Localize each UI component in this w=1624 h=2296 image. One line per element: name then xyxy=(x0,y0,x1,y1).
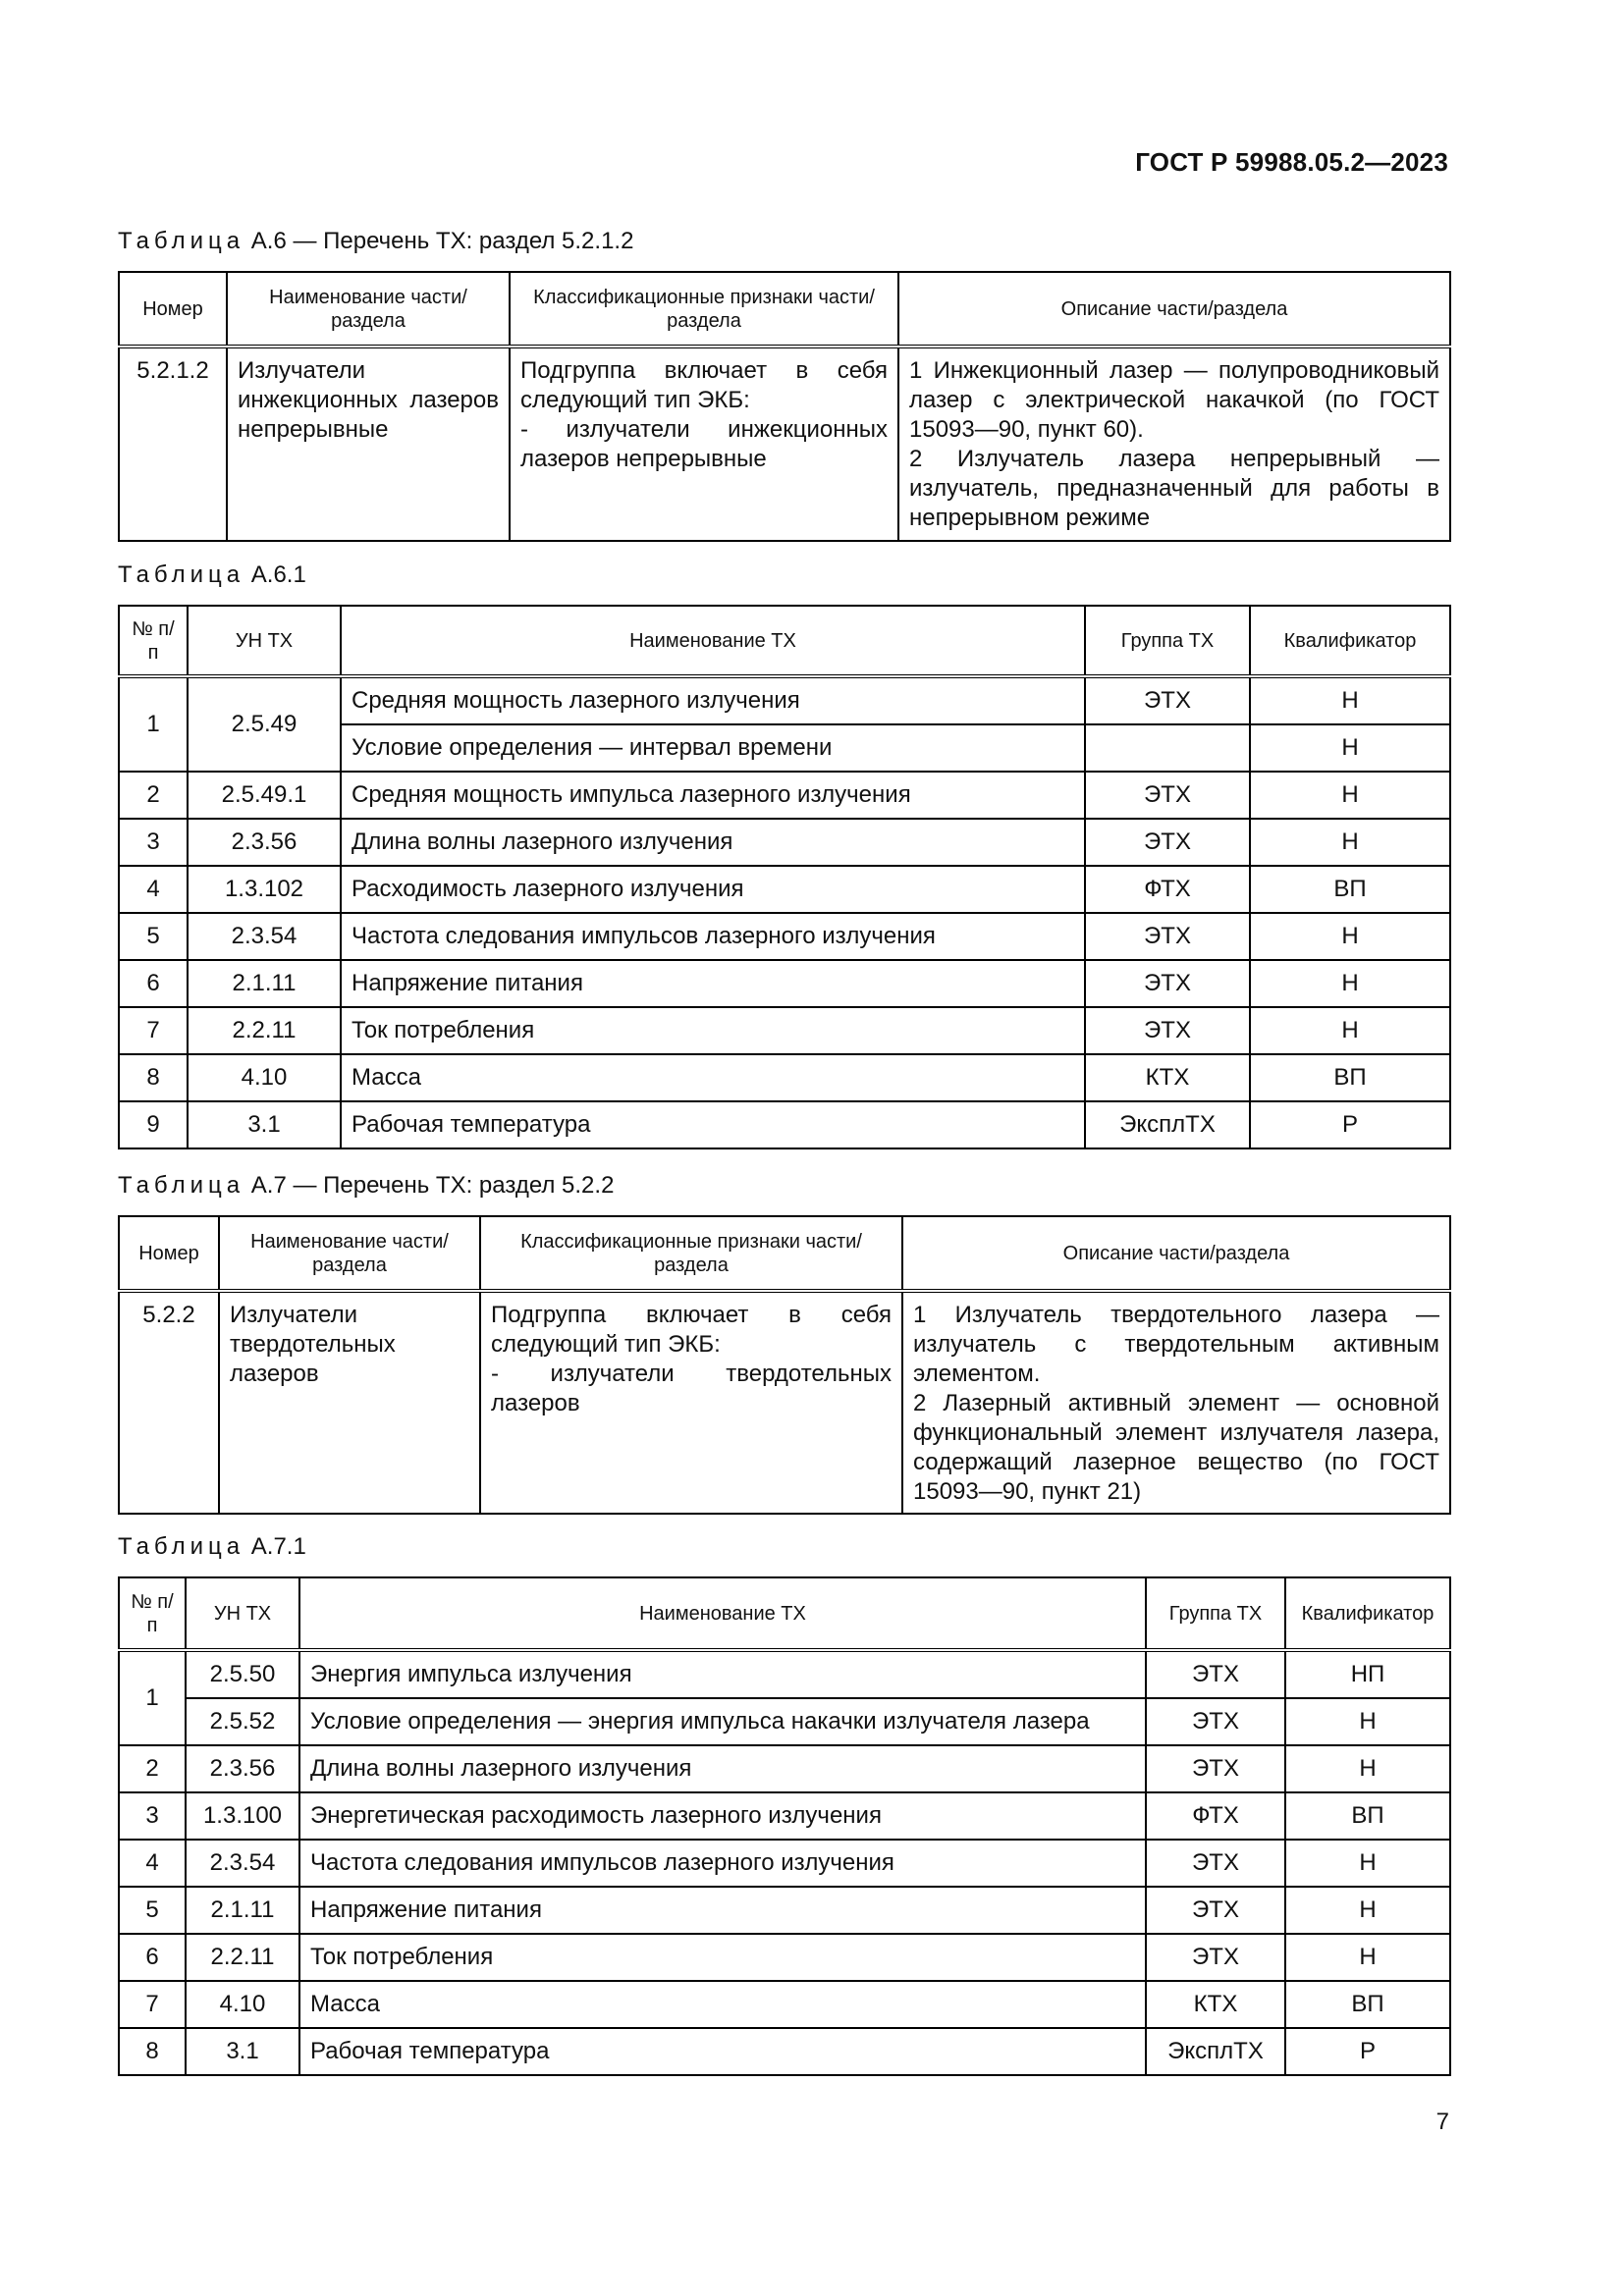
cell-qualifier: Н xyxy=(1250,1007,1450,1054)
cell-code: 4.10 xyxy=(188,1054,341,1101)
cell-name: Расходимость лазерного излучения xyxy=(341,866,1085,913)
header-description: Описание части/раздела xyxy=(902,1216,1450,1291)
cell-code: 3.1 xyxy=(186,2028,299,2075)
cell-group: ЭксплТХ xyxy=(1085,1101,1250,1148)
table-row xyxy=(119,1650,1450,1698)
cell-name: Средняя мощность лазерного излучения xyxy=(341,676,1085,724)
cell-code: 2.5.52 xyxy=(186,1698,299,1745)
cell-qualifier: ВП xyxy=(1285,1792,1450,1840)
cell-code: 4.10 xyxy=(186,1981,299,2028)
cell-qualifier: Н xyxy=(1250,913,1450,960)
cell-row-number: 7 xyxy=(119,1981,186,2028)
cell-classification xyxy=(510,347,898,541)
table-row xyxy=(119,913,1450,960)
cell-group: ЭТХ xyxy=(1146,1840,1285,1887)
cell-row-number: 6 xyxy=(119,960,188,1007)
cell-group: ЭТХ xyxy=(1146,1698,1285,1745)
header-name: Наименование ТХ xyxy=(299,1577,1146,1650)
cell-code: 2.1.11 xyxy=(186,1887,299,1934)
cell-group: ФТХ xyxy=(1146,1792,1285,1840)
table-a71 xyxy=(118,1576,1451,2076)
header-row-number: № п/п xyxy=(119,1577,186,1650)
cell-name: Рабочая температура xyxy=(341,1101,1085,1148)
classification-line: - излучатели инжекционных лазеров непрерывные xyxy=(520,416,888,472)
cell-qualifier: Н xyxy=(1285,1934,1450,1981)
cell-name: Длина волны лазерного излучения xyxy=(341,819,1085,866)
caption-word: Таблица xyxy=(118,1533,245,1560)
table-row xyxy=(119,2028,1450,2075)
classification-line: Подгруппа включает в себя следующий тип ЭКБ: xyxy=(491,1302,892,1358)
cell-description xyxy=(902,1291,1450,1514)
cell-code: 2.5.49.1 xyxy=(188,772,341,819)
cell-row-number: 3 xyxy=(119,1792,186,1840)
cell-group: ЭТХ xyxy=(1146,1887,1285,1934)
caption-text: А.6 — Перечень ТХ: раздел 5.2.1.2 xyxy=(244,228,634,254)
table-row xyxy=(119,819,1450,866)
cell-qualifier: ВП xyxy=(1250,1054,1450,1101)
cell-qualifier: ВП xyxy=(1250,866,1450,913)
cell-code: 2.2.11 xyxy=(188,1007,341,1054)
classification-line: - излучатели твердотельных лазеров xyxy=(491,1361,892,1416)
description-line: 2 Лазерный активный элемент — основной функциональный элемент излучателя лазера, содержащий лазерное вещество (по ГОСТ 15093—90, пункт 21) xyxy=(913,1390,1439,1505)
cell-row-number: 8 xyxy=(119,1054,188,1101)
cell-group: ЭТХ xyxy=(1146,1745,1285,1792)
cell-name: Условие определения — интервал времени xyxy=(341,724,1085,772)
cell-qualifier: Н xyxy=(1250,676,1450,724)
table-row xyxy=(119,1934,1450,1981)
header-name: Наименование ТХ xyxy=(341,606,1085,676)
table-row xyxy=(119,1101,1450,1148)
caption-word: Таблица xyxy=(118,228,245,254)
cell-qualifier: Н xyxy=(1285,1698,1450,1745)
cell-name: Энергетическая расходимость лазерного излучения xyxy=(299,1792,1146,1840)
description-line: 1 Излучатель твердотельного лазера — излучатель с твердотельным активным элементом. xyxy=(913,1302,1439,1387)
caption-word: Таблица xyxy=(118,1172,245,1199)
table-a61-caption xyxy=(118,561,306,589)
header-classification: Классификационные признаки части/раздела xyxy=(480,1216,902,1291)
cell-code: 2.3.54 xyxy=(188,913,341,960)
table-row xyxy=(119,1745,1450,1792)
table-a71-caption xyxy=(118,1533,306,1561)
standard-designation: ГОСТ Р 59988.05.2—2023 xyxy=(1135,147,1448,177)
cell-number: 5.2.1.2 xyxy=(119,347,227,541)
cell-group: ЭТХ xyxy=(1085,772,1250,819)
cell-name: Длина волны лазерного излучения xyxy=(299,1745,1146,1792)
table-row xyxy=(119,866,1450,913)
header-part-name: Наименование части/раздела xyxy=(227,272,510,347)
cell-group: ЭксплТХ xyxy=(1146,2028,1285,2075)
header-row-number: № п/п xyxy=(119,606,188,676)
cell-name: Напряжение питания xyxy=(341,960,1085,1007)
cell-name: Масса xyxy=(299,1981,1146,2028)
cell-qualifier: Н xyxy=(1250,819,1450,866)
cell-group: ЭТХ xyxy=(1085,819,1250,866)
caption-text: А.7.1 xyxy=(244,1533,306,1560)
table-row xyxy=(119,1981,1450,2028)
cell-row-number: 4 xyxy=(119,866,188,913)
table-row xyxy=(119,1291,1450,1514)
table-row xyxy=(119,1887,1450,1934)
cell-code: 3.1 xyxy=(188,1101,341,1148)
cell-row-number: 2 xyxy=(119,772,188,819)
classification-line: Подгруппа включает в себя следующий тип ЭКБ: xyxy=(520,357,888,413)
header-qualifier: Квалификатор xyxy=(1285,1577,1450,1650)
header-group: Группа ТХ xyxy=(1146,1577,1285,1650)
cell-qualifier: ВП xyxy=(1285,1981,1450,2028)
table-a6-caption xyxy=(118,228,633,255)
caption-text: А.7 — Перечень ТХ: раздел 5.2.2 xyxy=(244,1172,615,1199)
cell-name: Частота следования импульсов лазерного излучения xyxy=(341,913,1085,960)
table-row xyxy=(119,772,1450,819)
cell-code: 2.5.49 xyxy=(188,676,341,772)
page-number: 7 xyxy=(1435,2109,1449,2135)
table-row xyxy=(119,1792,1450,1840)
table-row xyxy=(119,676,1450,724)
table-row xyxy=(119,1698,1450,1745)
cell-qualifier: НП xyxy=(1285,1650,1450,1698)
cell-group: КТХ xyxy=(1146,1981,1285,2028)
table-a61 xyxy=(118,605,1451,1149)
header-number: Номер xyxy=(119,272,227,347)
cell-code: 2.3.54 xyxy=(186,1840,299,1887)
cell-row-number: 5 xyxy=(119,913,188,960)
cell-code: 2.2.11 xyxy=(186,1934,299,1981)
table-row xyxy=(119,1054,1450,1101)
cell-code: 2.3.56 xyxy=(186,1745,299,1792)
cell-name: Ток потребления xyxy=(341,1007,1085,1054)
header-description: Описание части/раздела xyxy=(898,272,1450,347)
cell-name: Условие определения — энергия импульса накачки излучателя лазера xyxy=(299,1698,1146,1745)
cell-name: Рабочая температура xyxy=(299,2028,1146,2075)
caption-text: А.6.1 xyxy=(244,561,306,588)
cell-row-number: 9 xyxy=(119,1101,188,1148)
header-qualifier: Квалификатор xyxy=(1250,606,1450,676)
table-row xyxy=(119,960,1450,1007)
header-number: Номер xyxy=(119,1216,219,1291)
cell-qualifier: Н xyxy=(1250,772,1450,819)
cell-group: ФТХ xyxy=(1085,866,1250,913)
cell-name: Средняя мощность импульса лазерного излучения xyxy=(341,772,1085,819)
cell-qualifier: Н xyxy=(1250,960,1450,1007)
cell-code: 2.5.50 xyxy=(186,1650,299,1698)
header-group: Группа ТХ xyxy=(1085,606,1250,676)
table-a7 xyxy=(118,1215,1451,1515)
cell-name: Частота следования импульсов лазерного излучения xyxy=(299,1840,1146,1887)
cell-name: Напряжение питания xyxy=(299,1887,1146,1934)
cell-row-number: 2 xyxy=(119,1745,186,1792)
cell-group: ЭТХ xyxy=(1085,960,1250,1007)
cell-name: Масса xyxy=(341,1054,1085,1101)
cell-part-name: Излучатели твердотельных лазеров xyxy=(219,1291,480,1514)
header-code: УН ТХ xyxy=(188,606,341,676)
cell-code: 2.3.56 xyxy=(188,819,341,866)
cell-group: КТХ xyxy=(1085,1054,1250,1101)
header-code: УН ТХ xyxy=(186,1577,299,1650)
cell-qualifier: Р xyxy=(1285,2028,1450,2075)
cell-qualifier: Н xyxy=(1285,1887,1450,1934)
cell-description xyxy=(898,347,1450,541)
cell-group: ЭТХ xyxy=(1146,1650,1285,1698)
cell-row-number: 8 xyxy=(119,2028,186,2075)
table-a6 xyxy=(118,271,1451,542)
table-row xyxy=(119,347,1450,541)
cell-row-number: 3 xyxy=(119,819,188,866)
cell-group xyxy=(1085,724,1250,772)
cell-name: Энергия импульса излучения xyxy=(299,1650,1146,1698)
cell-qualifier: Н xyxy=(1285,1745,1450,1792)
cell-qualifier: Н xyxy=(1285,1840,1450,1887)
header-part-name: Наименование части/раздела xyxy=(219,1216,480,1291)
cell-row-number: 1 xyxy=(119,676,188,772)
description-line: 2 Излучатель лазера непрерывный — излучатель, предназначенный для работы в непрерывном режиме xyxy=(909,446,1439,531)
cell-code: 2.1.11 xyxy=(188,960,341,1007)
cell-classification xyxy=(480,1291,902,1514)
cell-group: ЭТХ xyxy=(1085,1007,1250,1054)
cell-row-number: 4 xyxy=(119,1840,186,1887)
cell-qualifier: Н xyxy=(1250,724,1450,772)
table-a7-caption xyxy=(118,1172,614,1200)
cell-qualifier: Р xyxy=(1250,1101,1450,1148)
cell-code: 1.3.100 xyxy=(186,1792,299,1840)
cell-group: ЭТХ xyxy=(1146,1934,1285,1981)
cell-group: ЭТХ xyxy=(1085,676,1250,724)
table-row xyxy=(119,1840,1450,1887)
header-classification: Классификационные признаки части/раздела xyxy=(510,272,898,347)
caption-word: Таблица xyxy=(118,561,245,588)
cell-code: 1.3.102 xyxy=(188,866,341,913)
table-row xyxy=(119,1007,1450,1054)
cell-name: Ток потребления xyxy=(299,1934,1146,1981)
cell-part-name: Излучатели инжекционных лазеров непрерывные xyxy=(227,347,510,541)
cell-row-number: 5 xyxy=(119,1887,186,1934)
cell-number: 5.2.2 xyxy=(119,1291,219,1514)
cell-row-number: 1 xyxy=(119,1650,186,1745)
description-line: 1 Инжекционный лазер — полупроводниковый лазер с электрической накачкой (по ГОСТ 15093—90, пункт 60). xyxy=(909,357,1439,443)
cell-row-number: 6 xyxy=(119,1934,186,1981)
cell-group: ЭТХ xyxy=(1085,913,1250,960)
cell-row-number: 7 xyxy=(119,1007,188,1054)
